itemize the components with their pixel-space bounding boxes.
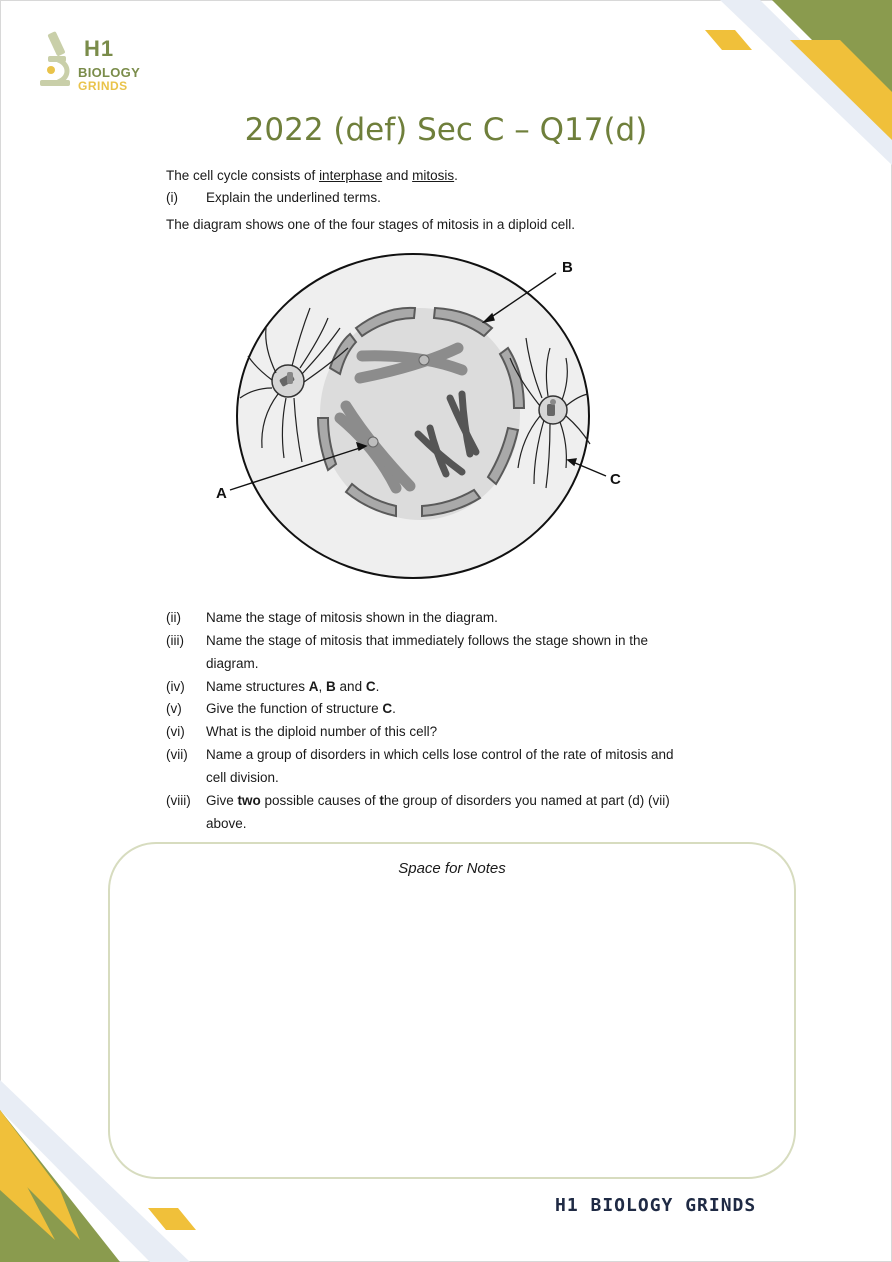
intro-line — [166, 166, 458, 185]
h1-biology-grinds-logo — [36, 30, 156, 96]
bold-c: C — [365, 679, 376, 694]
label-c: C — [610, 471, 621, 488]
text-part: . — [375, 679, 380, 694]
question-text: What is the diploid number of this cell? — [206, 724, 438, 739]
notes-title: Space for Notes — [398, 860, 506, 877]
question-text: Name a group of disorders in which cells lose control of the rate of mitosis and — [206, 747, 674, 762]
intro-and: and — [382, 168, 413, 183]
notes-area[interactable] — [108, 842, 796, 1179]
mitosis-diagram — [200, 248, 640, 588]
text-part: possible causes of — [260, 793, 380, 808]
text-part: Name structures — [206, 679, 309, 694]
text-part: , — [318, 679, 327, 694]
question-number: (iii) — [166, 633, 184, 648]
label-a: A — [216, 485, 227, 502]
term-mitosis: mitosis — [412, 168, 455, 183]
question-text — [206, 697, 746, 720]
text-part: Give the function of structure — [206, 701, 383, 716]
bold-two: two — [237, 793, 261, 808]
bold-a: A — [308, 679, 319, 694]
question-text: Name the stage of mitosis shown in the diagram. — [206, 610, 498, 625]
diagram-caption: The diagram shows one of the four stages of mitosis in a diploid cell. — [166, 217, 575, 232]
logo-biology-text: BIOLOGY — [78, 65, 141, 80]
question-text: Name the stage of mitosis that immediately follows the stage shown in the — [206, 633, 648, 648]
footer-brand: H1 BIOLOGY GRINDS — [555, 1195, 757, 1216]
term-interphase: interphase — [319, 168, 383, 183]
logo-grinds-text: GRINDS — [78, 79, 128, 93]
question-text: above. — [206, 816, 247, 831]
microscope-icon — [36, 30, 76, 90]
intro-text: The cell cycle consists of — [166, 168, 320, 183]
question-number: (iv) — [166, 679, 185, 694]
question-number: (v) — [166, 701, 182, 716]
bold-c: C — [382, 701, 393, 716]
logo-h1-text: H1 — [84, 36, 115, 61]
page-title: 2022 (def) Sec C – Q17(d) — [244, 112, 648, 148]
question-number: (i) — [166, 190, 178, 205]
question-text — [206, 789, 746, 812]
question-text: diagram. — [206, 656, 259, 671]
question-text: cell division. — [206, 770, 279, 785]
text-part: he group of disorders you named at part (d) (vii) — [383, 793, 670, 808]
label-b: B — [562, 259, 573, 276]
intro-period: . — [454, 168, 458, 183]
bold-t: t — [379, 793, 384, 808]
question-i — [166, 188, 381, 207]
text-part: Give — [206, 793, 238, 808]
bold-b: B — [326, 679, 336, 694]
text-part: and — [335, 679, 366, 694]
question-number: (vii) — [166, 747, 188, 762]
question-text — [206, 675, 746, 698]
question-number: (vi) — [166, 724, 185, 739]
question-number: (viii) — [166, 793, 191, 808]
text-part: . — [392, 701, 396, 716]
question-text: Explain the underlined terms. — [206, 190, 381, 205]
question-number: (ii) — [166, 610, 181, 625]
